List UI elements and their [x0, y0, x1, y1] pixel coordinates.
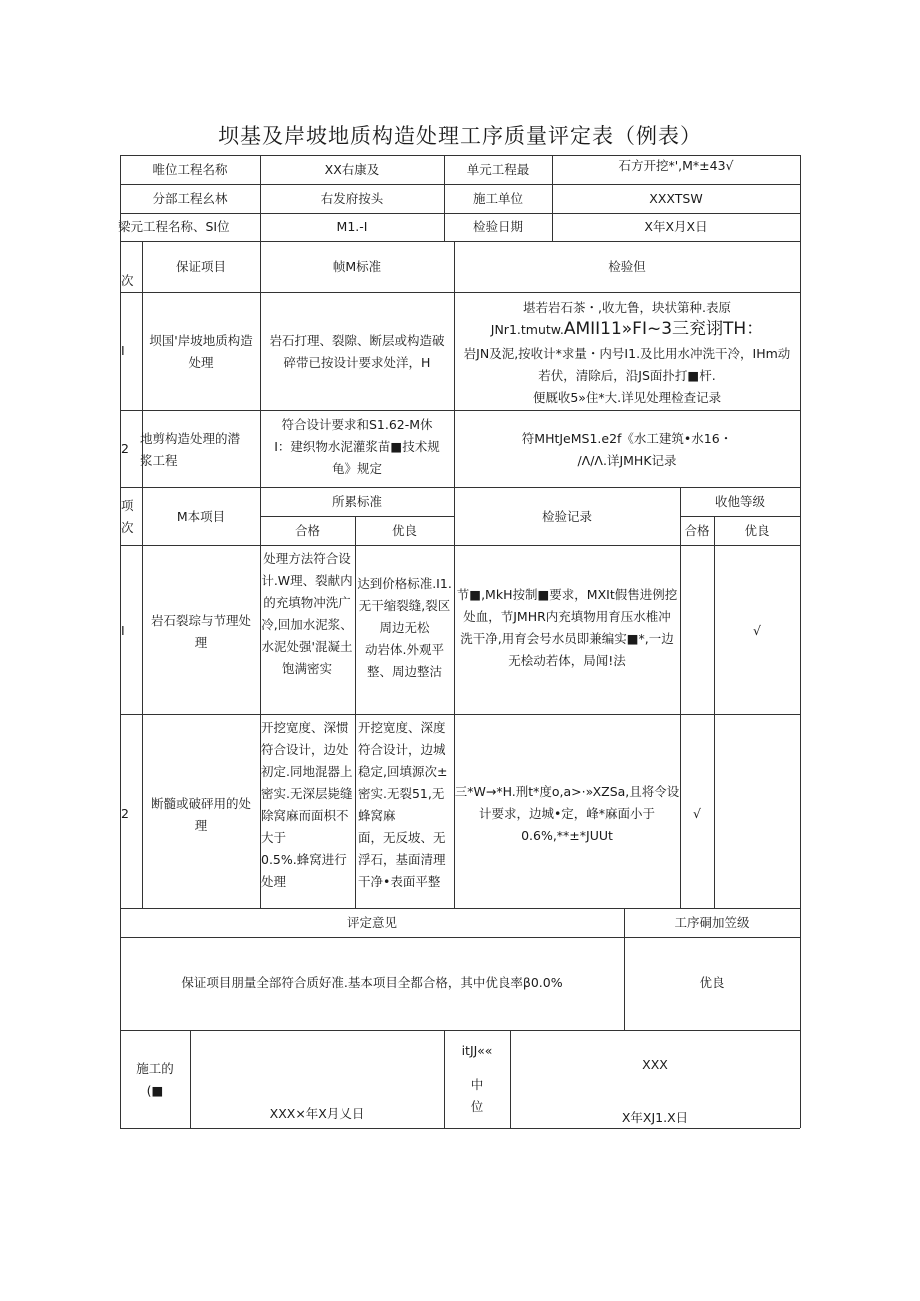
sign-supervisor-label-top: itJJ«« — [461, 1043, 493, 1058]
grid-line — [120, 410, 800, 411]
unit-project-label: 唯位工程名称 — [152, 162, 228, 177]
basic-row2-grade-pass: √ — [693, 806, 701, 821]
grid-line — [120, 184, 800, 185]
guarantee-row2-std: 符合设计要求和S1.62-M休 I：建织物水泥灌浆苗■技术规 龟》规定 — [274, 417, 440, 476]
guarantee-row1-rec-2b: AMII11»FI~3三 — [563, 319, 690, 339]
grid-line — [120, 908, 800, 909]
basic-row1-good-std: 达到价格标准.I1. 无干缩裂缝,裂区 周边无松 动岩体.外观平 整、周边整沽 — [357, 576, 452, 679]
basic-row1-grade-good: √ — [753, 623, 761, 638]
guarantee-row2-item: 地剪构造处理的潜 浆工程 — [140, 431, 241, 468]
page-title: 坝基及岸坡地质构造处理工序质量评定表（例表） — [218, 124, 702, 148]
basic-row1-item: 岩石裂琮与节理处 理 — [150, 613, 251, 650]
sign-supervisor-label: 中 位 — [470, 1077, 484, 1114]
grid-line — [680, 516, 800, 517]
guarantee-row1-rec-line3: 岩JN及泥,按收计*求量・内号I1.及比用水冲洗干冷，IHm动 若伏，清除后，沿JS面扑打■杆. 便厩收5»住*大.详见处理检查记录 — [463, 346, 791, 405]
inspection-date-label: 检验日期 — [472, 219, 523, 234]
assessment-grade: 优良 — [699, 975, 725, 990]
grid-line — [120, 487, 800, 488]
guarantee-no-header: 次 — [121, 273, 134, 288]
basic-row2-good-std: 开挖宽度、深度 符合设计，边城 稳定,回填源次± 密实.无裂51,无 蜂窝麻 面，无反坡、无 浮石，基面清理 干净•表面平整 — [358, 720, 448, 889]
guarantee-row1-item: 坝国'岸坡地质构造 处理 — [149, 333, 253, 370]
sign-construction-label: 施工的 (■ — [136, 1061, 174, 1098]
basic-grade-header: 收他等级 — [714, 494, 765, 509]
basic-row1-record: 节■,MkH按制■要求，MXIt假售进例挖 处血，节JMHR内充填物用育压水椎冲 洗干净,用育会号水员即兼编实■*,一边 无桧动若体，局闻!法 — [456, 587, 678, 668]
basic-good-header: 优良 — [391, 523, 417, 538]
division-project-label: 分部工程幺林 — [152, 191, 228, 206]
element-project-label: 单元工程最 — [466, 162, 530, 177]
guarantee-item-header: 保证项目 — [175, 259, 226, 274]
unit-name-label: 梁元工程名称、SI位 — [118, 219, 230, 234]
grid-line — [120, 213, 800, 214]
unit-name-value: M1.-I — [336, 219, 368, 234]
grid-line — [680, 487, 681, 908]
grid-line — [120, 1030, 800, 1031]
assessment-opinion-header: 评定意见 — [346, 915, 397, 930]
grid-line — [120, 292, 800, 293]
guarantee-row1-rec-line1: 堪若岩石茶・,收尢鲁，块状第种.表原 — [523, 300, 731, 315]
construction-unit-label: 施工单位 — [472, 191, 523, 206]
basic-grade-pass-header: 合格 — [684, 523, 710, 538]
guarantee-row2-rec: 符MHtJeMS1.e2f《水工建筑•水16・ /Λ/Λ.详JMHK记录 — [521, 431, 733, 468]
grid-line — [714, 516, 715, 908]
grid-line — [120, 937, 800, 938]
basic-record-header: 检验记录 — [541, 509, 592, 524]
basic-row2-item: 断髓或破砰用的处 理 — [150, 796, 251, 833]
basic-item-header: M本项目 — [176, 509, 226, 524]
basic-row1-no: I — [121, 623, 125, 638]
basic-row1-pass-std: 处理方法符合设 计.W理、裂献内 的充填物冲洗广 冷,回加水泥浆、 水泥处强'混凝土 饱满密实 — [261, 551, 353, 676]
grid-line — [800, 155, 801, 1128]
sign-supervisor-name: XXX — [642, 1057, 668, 1072]
assessment-opinion: 保证项目朋量全部符合质好准.基本项目全都合格，其中优良率β0.0% — [181, 975, 563, 990]
basic-row2-record: 三*W→*H.刑t*度o,a>·»XZSa,且将令设 计要求，边城•定，峰*麻面小于 0.6%,**±*JUUt — [454, 784, 680, 843]
grid-line — [260, 516, 454, 517]
guarantee-record-header: 检验但 — [608, 259, 646, 274]
sign-construction-date: XXX×年X月乂日 — [269, 1106, 365, 1121]
guarantee-row1-std: 岩石打理、裂隙、断层或构造破 碎带已按设计要求处洋，H — [269, 333, 445, 370]
guarantee-row1-rec-2c: 兖诩TH： — [689, 319, 764, 339]
basic-no-header: 项 次 — [121, 498, 134, 535]
basic-row2-pass-std: 开挖宽度、深惯 符合设计，边处 初定.同地混器上 密实.无深层毙缝 除窝麻而面枳不 大于 0.5%.蜂窝进行 处理 — [261, 720, 353, 889]
grid-line — [120, 714, 800, 715]
grid-line — [120, 241, 800, 242]
basic-row2-no: 2 — [121, 806, 129, 821]
guarantee-row2-no: 2 — [121, 441, 129, 456]
basic-grade-good-header: 优良 — [744, 523, 770, 538]
guarantee-row1-rec-2a: JNr1.tmutw. — [490, 322, 564, 337]
construction-unit-value: XXXTSW — [649, 191, 703, 206]
unit-project-value: XX右康及 — [324, 162, 380, 177]
guarantee-row1-rec-line2 — [454, 318, 800, 341]
sign-supervisor-date: X年XJ1.X日 — [621, 1110, 689, 1125]
guarantee-row1-no: I — [121, 343, 125, 358]
inspection-date-value: X年X月X日 — [644, 219, 708, 234]
assessment-grade-header: 工序硐加笠级 — [674, 915, 750, 930]
grid-line — [120, 545, 800, 546]
guarantee-std-header: 帧M标准 — [332, 259, 382, 274]
basic-pass-header: 合格 — [294, 523, 320, 538]
basic-std-header: 所累标准 — [331, 494, 382, 509]
element-project-value: 石方开挖*',M*±43√ — [618, 158, 734, 173]
division-project-value: 右发府按头 — [320, 191, 384, 206]
